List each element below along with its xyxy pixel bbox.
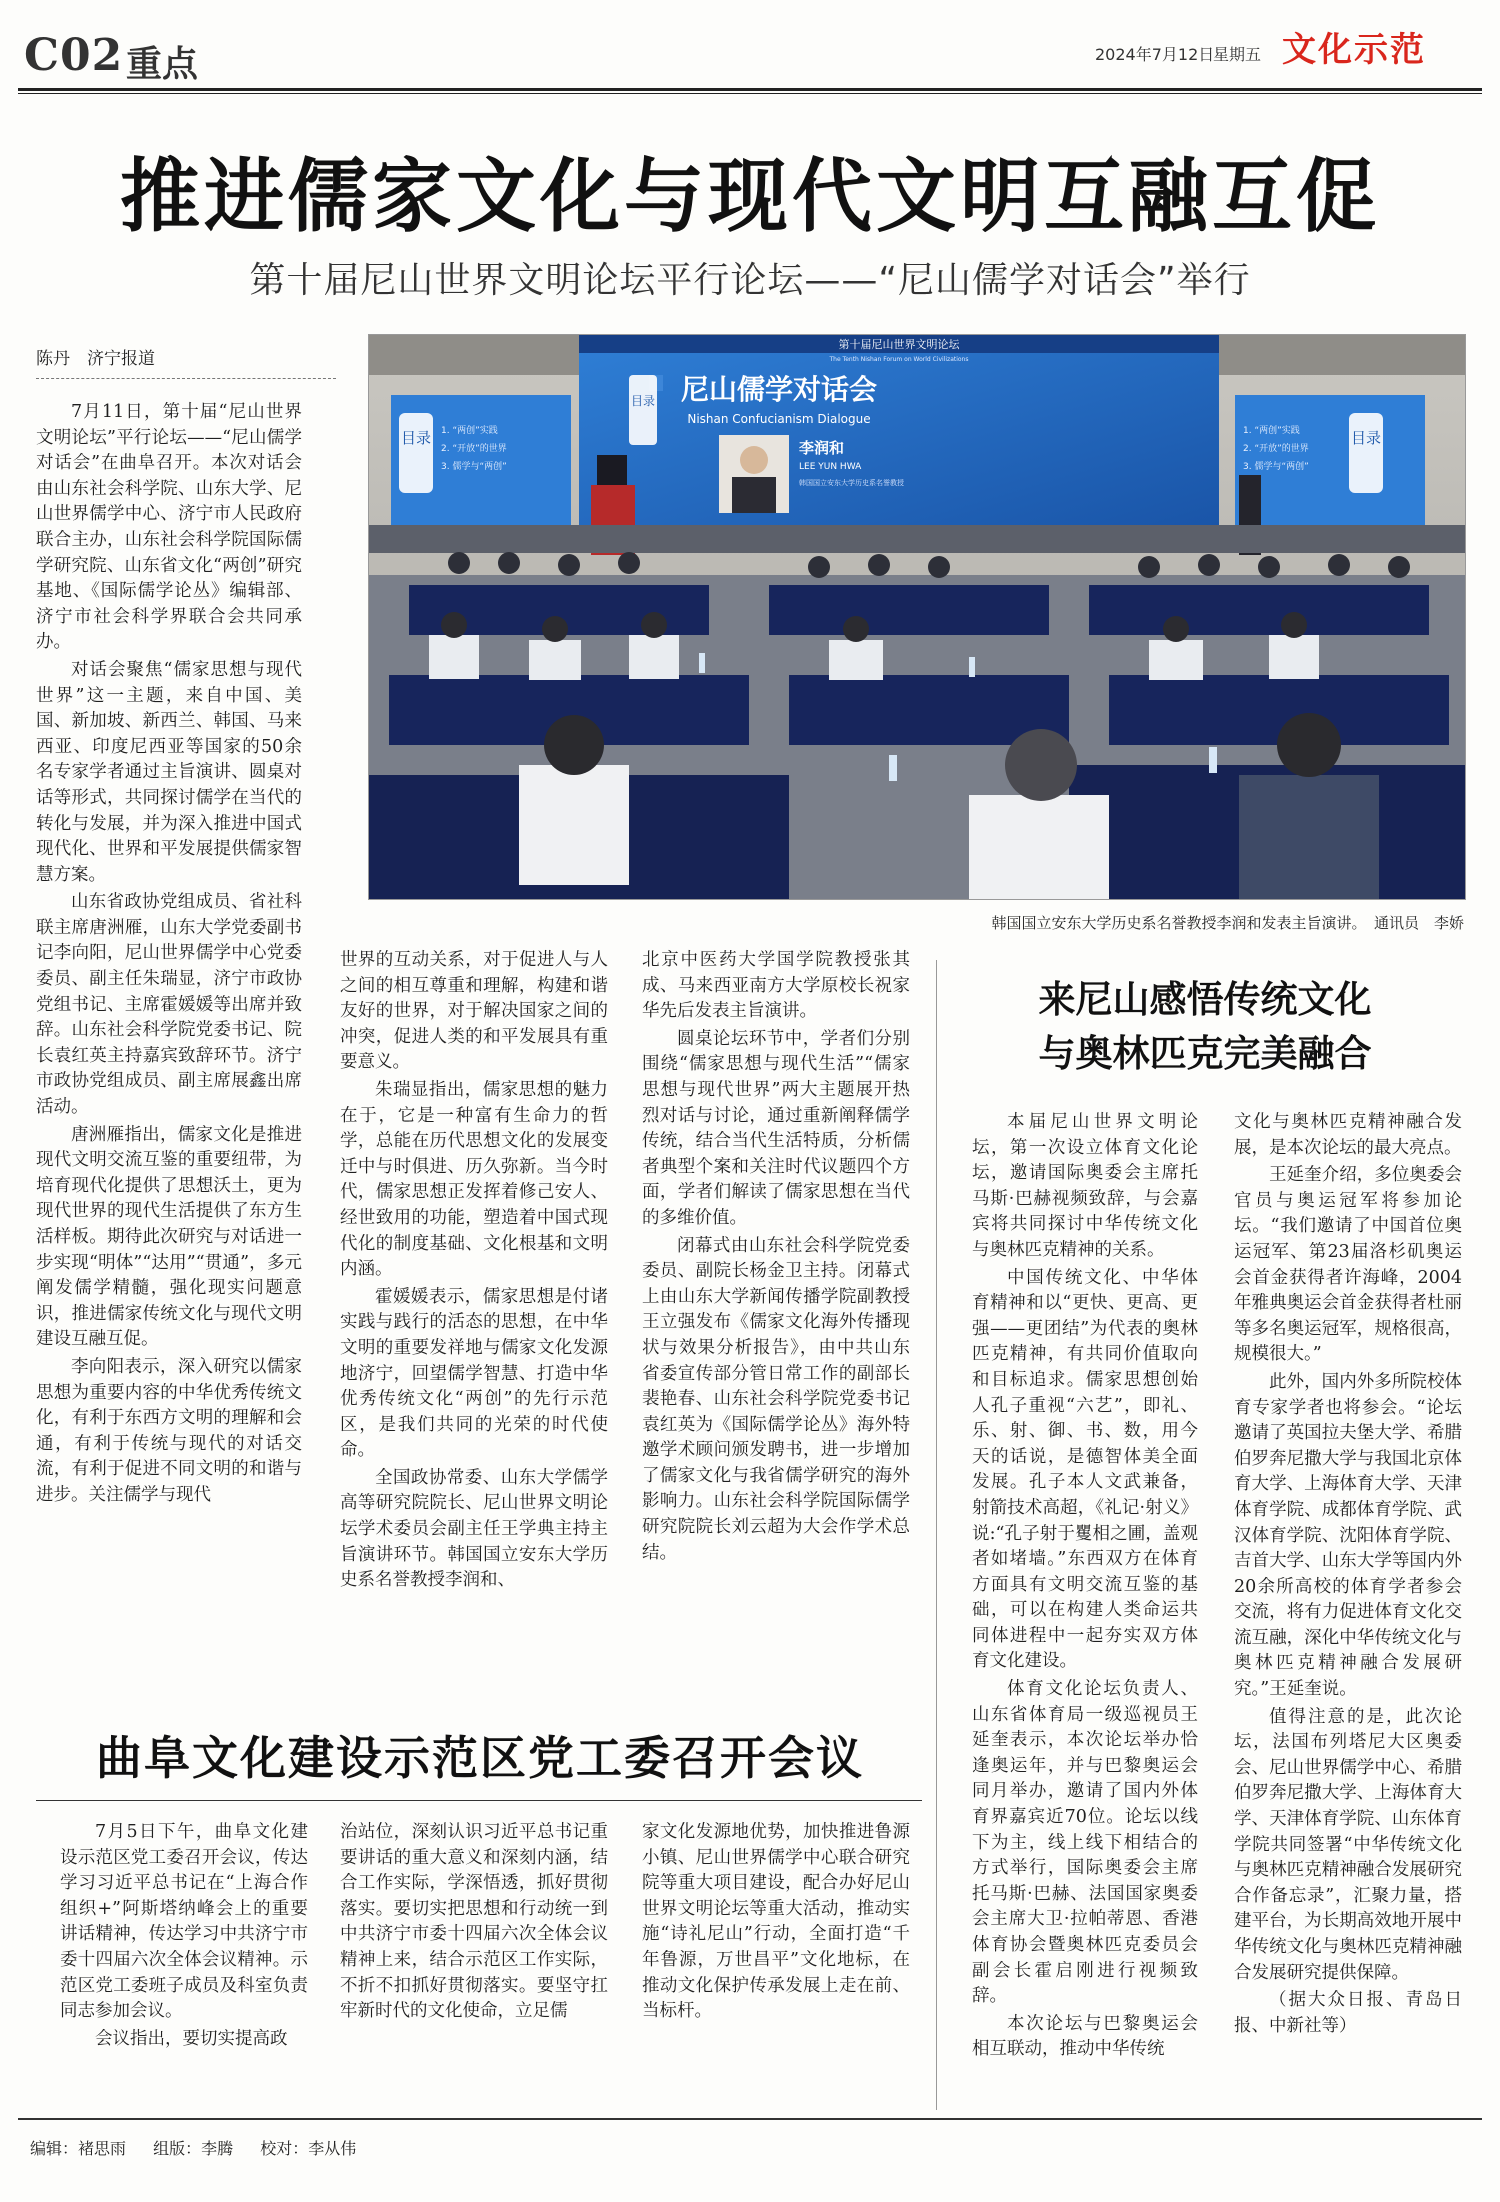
screen-tag-box [629, 375, 657, 445]
side-article-column-1 [972, 1110, 1198, 2070]
issue-weekday: 星期五 [1213, 45, 1262, 64]
speaker-name-en: LEE YUN HWA [799, 462, 862, 472]
main-subheadline: 第十届尼山世界文明论坛平行论坛——“尼山儒学对话会”举行 [249, 260, 1251, 301]
side-article-title [950, 972, 1460, 1080]
paragraph-continued: 文化与奥林匹克精神融合发展，是本次论坛的最大亮点。 [1234, 1112, 1462, 1158]
side-article-title-line-2: 与奥林匹克完美融合 [1038, 1031, 1372, 1075]
layout-credit: 组版：李腾 [153, 2139, 234, 2158]
conference-photo [368, 334, 1466, 900]
issue-date: 2024年7月12日 [1095, 45, 1215, 64]
bottom-article-column-2 [340, 1820, 608, 2060]
paragraph: 圆桌论坛环节中，学者们分别围绕“儒家思想与现代生活”“儒家思想与现代世界”两大主题展开热烈对话与讨论，通过重新阐释儒学传统，结合当代生活特质，分析儒者典型个案和关注时代议题四个方面，学者们解读了儒家思想在当代的多维价值。 [642, 1028, 910, 1228]
forum-banner-text-en: The Tenth Nishan Forum on World Civilizations [829, 356, 969, 363]
left-tag-box [399, 413, 433, 493]
right-side-screen [1235, 395, 1425, 525]
paragraph: 山东省政协党组成员、省社科联主席唐洲雁，山东大学党委副书记李向阳，尼山世界儒学中心党委委员、副主任朱瑞显，济宁市政协党组书记、主席霍媛媛等出席并致辞。山东社会科学院党委书记、院长袁红英主持嘉宾致辞环节。济宁市政协党组成员、副主席展鑫出席活动。 [36, 892, 302, 1118]
table-row-1-center [769, 585, 1049, 635]
paragraph: 本次论坛与巴黎奥运会相互联动，推动中华传统 [972, 2013, 1198, 2060]
agenda-item-1: 1. “两创”实践 [441, 426, 498, 436]
byline-rule [36, 378, 336, 379]
bottom-article-column-1 [60, 1820, 308, 2060]
agenda-item-2: 2. “开放”的世界 [441, 444, 507, 454]
main-article-column-3 [642, 948, 910, 1666]
main-article-column-1 [36, 400, 302, 1665]
stage-front [369, 525, 1465, 553]
header-rule [18, 88, 1482, 91]
forum-banner-text: 第十届尼山世界文明论坛 [838, 338, 960, 351]
paragraph: 李向阳表示，深入研究以儒家思想为重要内容的中华优秀传统文化，有利于东西方文明的理解和会通，有利于传统与现代的对话交流，有利于促进不同文明的和谐与进步。关注儒学与现代 [36, 1356, 302, 1505]
attendees-mid-shirts [429, 635, 1319, 680]
agenda-item-3: 3. 儒学与“两创” [441, 462, 507, 472]
paragraph: 值得注意的是，此次论坛，法国布列塔尼大区奥委会、尼山世界儒学中心、希腊伯罗奔尼撒大学、上海体育大学、天津体育学院、山东体育学院共同签署“中华传统文化与奥林匹克精神融合发展研究合作备忘录”，汇聚力量，搭建平台，为长期高效地开展中华传统文化与奥林匹克精神融合发展研究提供保障。 [1234, 1706, 1462, 1983]
table-row-1-right [1089, 585, 1429, 635]
header-rule-thin [18, 93, 1482, 94]
bottom-article-column-3 [642, 1820, 910, 2060]
photo-caption: 韩国国立安东大学历史系名誉教授李润和发表主旨演讲。 通讯员 李娇 [991, 914, 1464, 932]
screen-tag-text: 目录 [630, 394, 656, 408]
main-headline: 推进儒家文化与现代文明互融互促 [120, 150, 1380, 243]
bottom-article-headline: 曲阜文化建设示范区党工委召开会议 [96, 1731, 864, 1785]
side-article-title-line-1: 来尼山感悟传统文化 [1038, 977, 1372, 1021]
screen-title: 尼山儒学对话会 [680, 373, 878, 406]
bottom-article-rule [36, 1800, 922, 1801]
agenda-item-3-right: 3. 儒学与“两创” [1243, 462, 1309, 472]
stage-screen [579, 335, 1219, 525]
paragraph: 对话会聚焦“儒家思想与现代世界”这一主题，来自中国、美国、新加坡、新西兰、韩国、马来西亚、印度尼西亚等国家的50余名专家学者通过主旨演讲、圆桌对话等形式，共同探讨儒学在当代的转化与发展，并为深入推进中国式现代化、世界和平发展提供儒家智慧方案。 [36, 659, 302, 885]
paragraph: 王延奎介绍，多位奥委会官员与奥运冠军将参加论坛。“我们邀请了中国首位奥运冠军、第23届洛杉矶奥运会首金获得者许海峰，2004年雅典奥运会首金获得者杜丽等多名奥运冠军，规格很高，规模很大。” [1234, 1165, 1462, 1365]
paragraph: 霍媛媛表示，儒家思想是付诸实践与践行的活态的思想，在中华文明的重要发祥地与儒家文化发源地济宁，回望儒学智慧、打造中华优秀传统文化“两创”的先行示范区，是我们共同的光荣的时代使命。 [340, 1286, 608, 1461]
paragraph: 中国传统文化、中华体育精神和以“更快、更高、更强——更团结”为代表的奥林匹克精神，有共同价值取向和目标追求。儒家思想创始人孔子重视“六艺”，即礼、乐、射、御、书、数，用今天的话说，是德智体美全面发展。孔子本人文武兼备，射箭技术高超，《礼记·射义》说:“孔子射于矍相之圃，盖观者如堵墙。”东西双方在体育方面具有文明交流互鉴的基础，可以在构建人类命运共同体进程中一起夯实双方体育文化建设。 [972, 1267, 1198, 1672]
paragraph: 唐洲雁指出，儒家文化是推进现代文明交流互鉴的重要纽带，为培育现代化提供了思想沃土，更为现代世界的现代生活提供了东方生活样板。期待此次研究与对话进一步实现“明体”“达用”“贯通”，多元阐发儒学精髓，强化现实问题意识，推进儒家传统文化与现代文明建设互融互促。 [36, 1124, 302, 1350]
paragraph-continued: 家文化发源地优势，加快推进鲁源小镇、尼山世界儒学中心联合研究院等重大项目建设，配合办好尼山世界文明论坛等重大活动，推动实施“诗礼尼山”行动，全面打造“千年鲁源，万世昌平”文化地标，在推动文化保护传承发展上走在前、当标杆。 [642, 1822, 910, 2022]
paragraph: 体育文化论坛负责人、山东省体育局一级巡视员王延奎表示，本次论坛举办恰逢奥运年，并与巴黎奥运会同月举办，邀请了国内外体育界嘉宾近70位。论坛以线下为主，线上线下相结合的方式举行，国际奥委会主席托马斯·巴赫、法国国家奥委会主席大卫·拉帕蒂恩、香港体育协会暨奥林匹克委员会副会长霍启刚进行视频致辞。 [972, 1679, 1198, 2007]
main-article-column-2 [340, 948, 608, 1666]
front-attendee-right-shirt [969, 795, 1109, 899]
front-attendee-left-shirt [519, 765, 629, 885]
conference-photo-svg [369, 335, 1465, 899]
paragraph: 闭幕式由山东社会科学院党委委员、副院长杨金卫主持。闭幕式上由山东大学新闻传播学院副教授王立强发布《儒家文化海外传播现状与效果分析报告》，由中共山东省委宣传部分管日常工作的副部长裴艳春、山东社会科学院党委书记袁红英为《国际儒学论丛》海外特邀学术顾问颁发聘书，进一步增加了儒家文化与我省儒学研究的海外影响力。山东社会科学院国际儒学研究院院长刘云超为大会作学术总结。 [642, 1235, 910, 1563]
front-attendee-left-head [544, 715, 604, 775]
right-tag-box [1349, 413, 1383, 493]
paragraph: 全国政协常委、山东大学儒学高等研究院院长、尼山世界文明论坛学术委员会副主任王学典主持主旨演讲环节。韩国国立安东大学历史系名誉教授李润和、 [340, 1467, 608, 1591]
speaker-title-cn: 韩国国立安东大学历史系名誉教授 [799, 479, 904, 487]
paragraph: 本届尼山世界文明论坛，第一次设立体育文化论坛，邀请国际奥委会主席托马斯·巴赫视频致辞，与会嘉宾将共同探讨中华传统文化与奥林匹克精神的关系。 [972, 1112, 1198, 1260]
source-note: （据大众日报、青岛日报、中新社等） [1234, 1990, 1462, 2036]
speaker-face [740, 446, 768, 474]
paragraph: 会议指出，要切实提高政 [95, 2028, 288, 2049]
front-attendee-right-head [1005, 729, 1077, 801]
right-tag-text: 目录 [1350, 429, 1382, 447]
column-divider [936, 960, 937, 2110]
paragraph-continued: 世界的互动关系，对于促进人与人之间的相互尊重和理解，构建和谐友好的世界，对于解决国家之间的冲突，促进人类的和平发展具有重要意义。 [340, 950, 608, 1073]
agenda-item-2-right: 2. “开放”的世界 [1243, 444, 1309, 454]
paragraph-continued: 治站位，深刻认识习近平总书记重要讲话的重大意义和深刻内涵，结合工作实际，学深悟透，抓好贯彻落实。要切实把思想和行动统一到中共济宁市委十四届六次全体会议精神上来，结合示范区工作实际，不折不扣抓好贯彻落实。要坚守扛牢新时代的文化使命，立足儒 [340, 1822, 608, 2022]
speaker-suit [732, 477, 776, 513]
paragraph: 7月11日，第十届“尼山世界文明论坛”平行论坛——“尼山儒学对话会”在曲阜召开。本次对话会由山东社会科学院、山东大学、尼山世界儒学中心、济宁市人民政府联合主办，山东社会科学院国际儒学研究院、山东省文化“两创”研究基地、《国际儒学论丛》编辑部、济宁市社会科学界联合会共同承办。 [36, 402, 302, 653]
section-brand-logo: 文化示范 [1282, 30, 1426, 70]
footer-rule [18, 2118, 1482, 2120]
side-article-column-2 [1234, 1110, 1462, 2070]
section-name: 重点 [126, 44, 199, 85]
screen-title-en: Nishan Confucianism Dialogue [687, 412, 871, 426]
proof-credit: 校对：李从伟 [260, 2139, 357, 2158]
front-attendee-far-right-head [1277, 713, 1341, 777]
footer-credits [30, 2136, 378, 2159]
page-number: C02 [24, 30, 124, 81]
paragraph-continued: 北京中医药大学国学院教授张其成、马来西亚南方大学原校长祝家华先后发表主旨演讲。 [642, 950, 910, 1022]
byline: 陈丹 济宁报道 [36, 349, 155, 369]
left-tag-text: 目录 [400, 429, 432, 447]
front-attendee-far-right [1239, 775, 1379, 899]
agenda-item-1-right: 1. “两创”实践 [1243, 426, 1300, 436]
paragraph: 朱瑞显指出，儒家思想的魅力在于，它是一种富有生命力的哲学，总能在历代思想文化的发展变迁中与时俱进、历久弥新。当今时代，儒家思想正发挥着修己安人、经世致用的功能，塑造着中国式现代化的制度基础、文化根基和文明内涵。 [340, 1079, 608, 1280]
editor-credit: 编辑：褚思雨 [30, 2139, 127, 2158]
speaker-name: 李润和 [799, 439, 845, 457]
paragraph: 此外，国内外多所院校体育专家学者也将参会。“论坛邀请了英国拉夫堡大学、希腊伯罗奔尼撒大学与我国北京体育大学、上海体育大学、天津体育学院、成都体育学院、武汉体育学院、沈阳体育学院、吉首大学、山东大学等国内外20余所高校的体育学者参会交流，将有力促进体育文化交流互融，深化中华传统文化与奥林匹克精神融合发展研究。”王延奎说。 [1234, 1371, 1462, 1700]
paragraph: 7月5日下午，曲阜文化建设示范区党工委召开会议，传达学习习近平总书记在“上海合作组织+”阿斯塔纳峰会上的重要讲话精神，传达学习中共济宁市委十四届六次全体会议精神。示范区党工委班子成员及科室负责同志参加会议。 [60, 1822, 308, 2022]
